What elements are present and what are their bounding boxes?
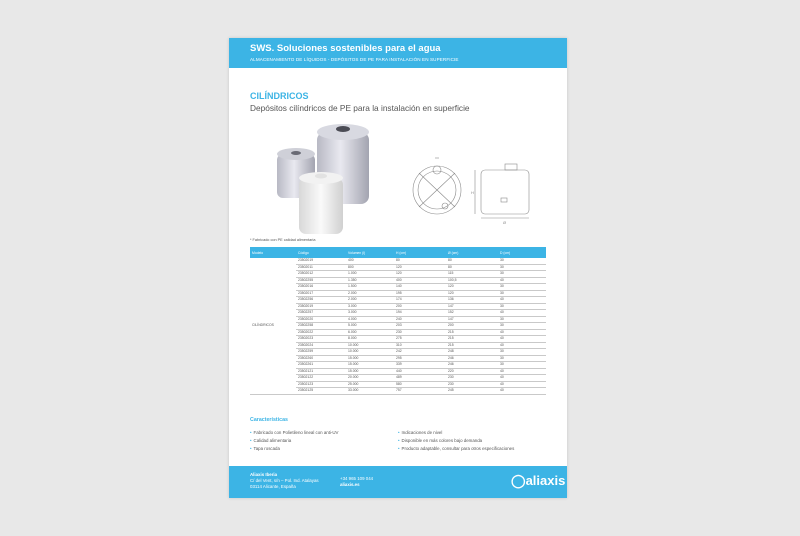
page-header [229,38,567,68]
col-header-d: D (cm) [498,247,546,258]
diameter-cell: 220 [446,368,498,375]
diameter-cell: 230 [446,375,498,382]
diameter-cell: 147 [446,316,498,323]
d-cell: 40 [498,297,546,304]
volume-cell: 3.000 [346,303,394,310]
model-cell: CILÍNDRICOS [250,258,296,394]
feature-item: • Indicaciones de nivel [398,430,443,435]
height-cell: 295 [394,355,446,362]
volume-cell: 33.000 [346,388,394,395]
diameter-cell: 246 [446,355,498,362]
d-cell: 30 [498,290,546,297]
d-cell: 30 [498,355,546,362]
height-cell: 440 [394,368,446,375]
height-cell: 120 [394,264,446,271]
feature-item: • Fabricado con Polietileno lineal con anti-UV [250,430,339,435]
height-cell: 580 [394,381,446,388]
code-cell: 23502122 [296,375,346,382]
d-cell: 30 [498,284,546,291]
d-cell: 30 [498,258,546,264]
header-title: SWS. Soluciones sostenibles para el agua [250,43,441,54]
height-cell: 80 [394,258,446,264]
volume-cell: 4.000 [346,316,394,323]
specs-table [250,247,546,395]
volume-cell: 2.000 [346,290,394,297]
code-cell: 23502258 [296,323,346,330]
footer-contact [340,476,373,488]
volume-cell: 1.000 [346,271,394,278]
code-cell: 23502020 [296,316,346,323]
diameter-cell: 80 [446,258,498,264]
code-cell: 23502011 [296,264,346,271]
diameter-cell: 120 [446,290,498,297]
height-cell: 400 [394,277,446,284]
feature-item: • Tapa roscada [250,446,280,451]
diameter-cell: 246 [446,362,498,369]
code-cell: 23502125 [296,388,346,395]
d-cell: 30 [498,349,546,356]
col-header-model: Modelo [250,247,296,258]
diameter-cell: 230 [446,381,498,388]
footer-company: Aliaxis Iberia [250,472,278,477]
footer-address-line1: C/ del Vent, s/n – Pol. Ind. Atalayas [250,477,319,483]
d-cell: 40 [498,329,546,336]
height-cell: 194 [394,310,446,317]
section-subtitle: Depósitos cilíndricos de PE para la instalación en superficie [250,103,470,113]
material-note: * Fabricado con PE calidad alimentaria [250,238,316,242]
svg-text:Ø: Ø [503,220,507,225]
d-cell: 30 [498,323,546,330]
volume-cell: 10.000 [346,349,394,356]
diameter-cell: 80 [446,264,498,271]
table-header-row [250,247,546,258]
volume-cell: 20.000 [346,375,394,382]
diameter-cell: 136 [446,297,498,304]
technical-drawing [409,156,535,226]
aliaxis-logo [511,473,565,489]
d-cell: 40 [498,381,546,388]
code-cell: 23502261 [296,362,346,369]
datasheet-page [229,38,567,498]
diameter-cell: 200 [446,323,498,330]
d-cell: 30 [498,362,546,369]
volume-cell: 5.000 [346,323,394,330]
height-cell: 140 [394,284,446,291]
code-cell: 23502017 [296,290,346,297]
volume-cell: 8.000 [346,336,394,343]
volume-cell: 1.350 [346,277,394,284]
col-header-height: H (cm) [394,247,446,258]
height-cell: 203 [394,323,446,330]
table-row [250,258,546,264]
height-cell: 240 [394,316,446,323]
page-footer [229,466,567,498]
d-cell: 40 [498,368,546,375]
diameter-cell: 215 [446,329,498,336]
code-cell: 23502022 [296,329,346,336]
d-cell: 40 [498,277,546,284]
height-cell: 230 [394,329,446,336]
height-cell: 242 [394,349,446,356]
volume-cell: 1.500 [346,284,394,291]
code-cell: 23502019 [296,303,346,310]
code-cell: 23502012 [296,271,346,278]
volume-cell: 2.000 [346,297,394,304]
code-cell: 23502256 [296,297,346,304]
section-title: CILÍNDRICOS [250,91,309,101]
code-cell: 23502260 [296,355,346,362]
height-cell: 310 [394,342,446,349]
volume-cell: 15.000 [346,362,394,369]
code-cell: 23502123 [296,381,346,388]
height-cell: 757 [394,388,446,395]
d-cell: 30 [498,316,546,323]
volume-cell: 6.000 [346,329,394,336]
d-cell: 40 [498,342,546,349]
volume-cell: 25.000 [346,381,394,388]
tanks-product-photo [273,120,393,236]
col-header-diameter: Ø (cm) [446,247,498,258]
diameter-cell: 120 [446,284,498,291]
diameter-cell: 245 [446,388,498,395]
col-header-code: Código [296,247,346,258]
volume-cell: 10.000 [346,342,394,349]
footer-web-link[interactable]: aliaxis.es [340,481,360,487]
volume-cell: 3.000 [346,310,394,317]
footer-phone: +34 965 109 044 [340,476,374,481]
d-cell: 40 [498,375,546,382]
specs-table-body [250,258,546,394]
feature-item: • Disponible en más colores bajo demanda [398,438,483,443]
volume-cell: 15.000 [346,368,394,375]
diameter-cell: 152 [446,310,498,317]
d-cell: 40 [498,336,546,343]
diameter-cell: 147 [446,303,498,310]
diameter-cell: 248 [446,349,498,356]
code-cell: 23502259 [296,349,346,356]
height-cell: 200 [394,303,446,310]
feature-item: • Calidad alimentaria [250,438,292,443]
d-cell: 30 [498,303,546,310]
diameter-cell: 100,5 [446,277,498,284]
header-subtitle: ALMACENAMIENTO DE LÍQUIDOS - DEPÓSITOS DE PE PARA INSTALACIÓN EN SUPERFICIE [250,57,459,62]
code-cell: 23502019 [296,258,346,264]
d-cell: 40 [498,388,546,395]
features-title: Características [250,417,288,423]
height-cell: 275 [394,336,446,343]
footer-address-line2: 03114 Alicante, España [250,483,296,489]
height-cell: 174 [394,297,446,304]
height-cell: 489 [394,375,446,382]
logo-text: aliaxis [525,473,566,488]
code-cell: 23502023 [296,336,346,343]
code-cell: 23502255 [296,277,346,284]
code-cell: 23502016 [296,284,346,291]
svg-text:H: H [471,190,474,195]
height-cell: 195 [394,290,446,297]
height-cell: 120 [394,271,446,278]
d-cell: 30 [498,264,546,271]
volume-cell: 15.000 [346,355,394,362]
diameter-cell: 215 [446,342,498,349]
volume-cell: 800 [346,264,394,271]
diameter-cell: 215 [446,336,498,343]
code-cell: 23502257 [296,310,346,317]
d-cell: 30 [498,271,546,278]
logo-ring-icon: ◯ [511,473,526,488]
volume-cell: 400 [346,258,394,264]
diameter-cell: 115 [446,271,498,278]
code-cell: 23502121 [296,368,346,375]
feature-item: • Producto adaptable, consultar para otros especificaciones [398,446,515,451]
d-cell: 40 [498,310,546,317]
height-cell: 339 [394,362,446,369]
col-header-volume: Volumen (l) [346,247,394,258]
code-cell: 23502024 [296,342,346,349]
footer-address [250,472,319,489]
